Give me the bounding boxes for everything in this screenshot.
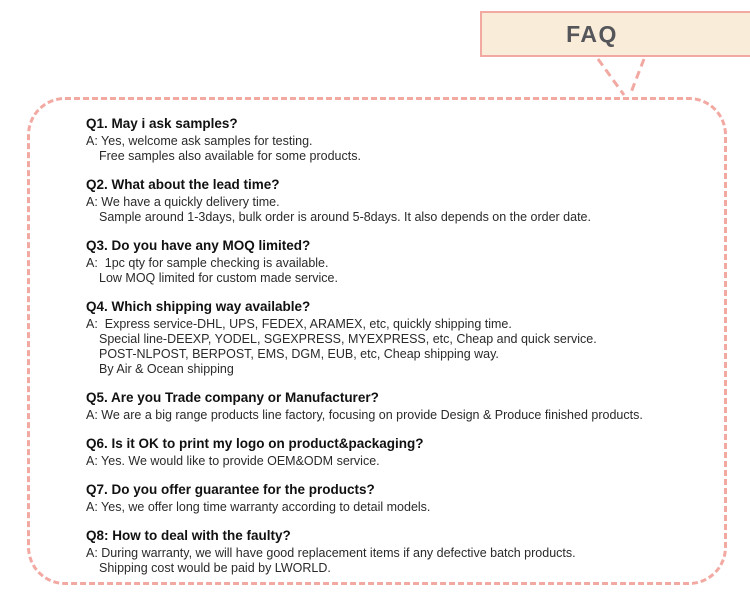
faq-question: Q5. Are you Trade company or Manufacturer? <box>86 390 379 405</box>
faq-item <box>86 115 698 164</box>
faq-question: Q8: How to deal with the faulty? <box>86 528 291 543</box>
faq-question: Q3. Do you have any MOQ limited? <box>86 238 311 253</box>
faq-answer-line: A: Express service-DHL, UPS, FEDEX, ARAMEX, etc, quickly shipping time. <box>86 317 512 331</box>
faq-item <box>86 298 698 377</box>
faq-header-box <box>480 11 750 57</box>
faq-answer-line: Shipping cost would be paid by LWORLD. <box>99 561 331 575</box>
faq-question: Q4. Which shipping way available? <box>86 299 311 314</box>
faq-answer-lines <box>86 134 698 164</box>
faq-item <box>86 389 698 423</box>
faq-item <box>86 435 698 469</box>
faq-answer-lines <box>86 256 698 286</box>
faq-answer-line: A: Yes, welcome ask samples for testing. <box>86 134 313 148</box>
faq-answer-line: A: Yes. We would like to provide OEM&ODM service. <box>86 454 380 468</box>
faq-answer-line: Free samples also available for some products. <box>99 149 361 163</box>
faq-question: Q7. Do you offer guarantee for the products? <box>86 482 375 497</box>
faq-answer-lines <box>86 546 698 576</box>
faq-answer-line: A: During warranty, we will have good replacement items if any defective batch products. <box>86 546 576 560</box>
faq-panel <box>27 97 727 585</box>
faq-answer-lines <box>86 454 698 469</box>
faq-answer-lines <box>86 195 698 225</box>
faq-answer-line: Sample around 1-3days, bulk order is around 5-8days. It also depends on the order date. <box>99 210 591 224</box>
faq-question: Q2. What about the lead time? <box>86 177 280 192</box>
faq-item <box>86 237 698 286</box>
faq-answer-lines <box>86 408 698 423</box>
faq-answer-lines <box>86 317 698 377</box>
faq-item <box>86 481 698 515</box>
faq-answer-line: POST-NLPOST, BERPOST, EMS, DGM, EUB, etc, Cheap shipping way. <box>99 347 499 361</box>
faq-answer-line: A: 1pc qty for sample checking is available. <box>86 256 329 270</box>
faq-item <box>86 527 698 576</box>
faq-question: Q6. Is it OK to print my logo on product&packaging? <box>86 436 424 451</box>
faq-answer-lines <box>86 500 698 515</box>
faq-answer-line: A: We are a big range products line factory, focusing on provide Design & Produce finished products. <box>86 408 643 422</box>
faq-title: FAQ <box>566 20 618 47</box>
faq-question: Q1. May i ask samples? <box>86 116 238 131</box>
faq-answer-line: Special line-DEEXP, YODEL, SGEXPRESS, MYEXPRESS, etc, Cheap and quick service. <box>99 332 597 346</box>
faq-answer-line: A: Yes, we offer long time warranty according to detail models. <box>86 500 431 514</box>
faq-list <box>30 100 724 576</box>
faq-answer-line: Low MOQ limited for custom made service. <box>99 271 338 285</box>
faq-answer-line: A: We have a quickly delivery time. <box>86 195 280 209</box>
faq-item <box>86 176 698 225</box>
faq-answer-line: By Air & Ocean shipping <box>99 362 234 376</box>
